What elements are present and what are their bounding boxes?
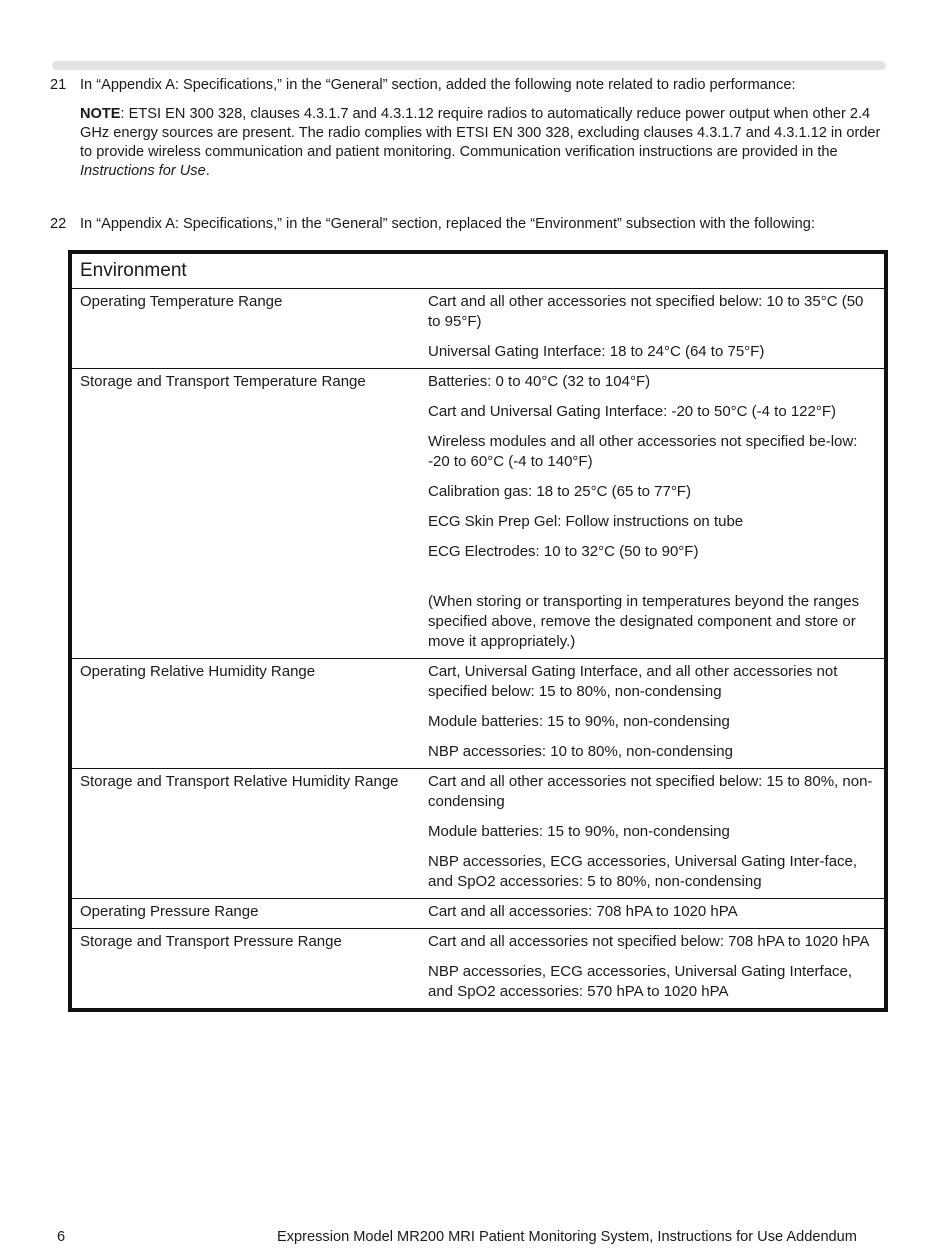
row-label: Operating Relative Humidity Range xyxy=(70,659,428,769)
item-text: In “Appendix A: Specifications,” in the “General” section, added the following note related to radio performance: xyxy=(80,77,796,93)
row-values xyxy=(428,929,886,1011)
row-label: Storage and Transport Pressure Range xyxy=(70,929,428,1011)
note-label: NOTE xyxy=(80,106,121,122)
table-row xyxy=(70,659,886,769)
row-value: Cart and all accessories not specified below: 708 hPA to 1020 hPA xyxy=(428,933,870,950)
row-value: NBP accessories: 10 to 80%, non-condensing xyxy=(428,743,733,760)
table-row xyxy=(70,899,886,929)
page-number: 6 xyxy=(57,1229,66,1245)
environment-table xyxy=(68,250,888,1012)
row-value: ECG Skin Prep Gel: Follow instructions on tube xyxy=(428,513,744,530)
row-value: Wireless modules and all other accessories not specified be-low: -20 to 60°C (-4 to 140°F) xyxy=(428,433,858,470)
row-values xyxy=(428,769,886,899)
item-number: 21 xyxy=(50,77,67,93)
row-value: ECG Electrodes: 10 to 32°C (50 to 90°F) xyxy=(428,543,699,560)
row-value: Cart and all other accessories not specified below: 15 to 80%, non-condensing xyxy=(428,773,873,810)
row-value: Cart and Universal Gating Interface: -20 to 50°C (-4 to 122°F) xyxy=(428,403,837,420)
row-label: Operating Pressure Range xyxy=(70,899,428,929)
row-value: Calibration gas: 18 to 25°C (65 to 77°F) xyxy=(428,483,691,500)
row-label: Storage and Transport Temperature Range xyxy=(70,369,428,659)
row-value: Cart, Universal Gating Interface, and all other accessories not specified below: 15 to 80%, non-condensing xyxy=(428,663,838,700)
note-text: : ETSI EN 300 328, clauses 4.3.1.7 and 4.3.1.12 require radios to automatically reduce power output when other 2.4 GHz energy sources are present. The radio complies with ETSI EN 300 328, excluding clauses 4.3.1.7 and 4.3.1.12 in order to provide wireless communication and patient monitoring. Communication verification instructions are provided in the xyxy=(80,106,881,160)
header-rule xyxy=(52,61,886,70)
row-value: Module batteries: 15 to 90%, non-condensing xyxy=(428,713,730,730)
row-value: Batteries: 0 to 40°C (32 to 104°F) xyxy=(428,373,651,390)
item-number: 22 xyxy=(50,216,67,232)
row-label: Storage and Transport Relative Humidity Range xyxy=(70,769,428,899)
note-end: . xyxy=(205,163,210,179)
row-label: Operating Temperature Range xyxy=(70,289,428,369)
row-value: Cart and all other accessories not specified below: 10 to 35°C (50 to 95°F) xyxy=(428,293,864,330)
row-values xyxy=(428,289,886,369)
footer-doc-title: Expression Model MR200 MRI Patient Monitoring System, Instructions for Use Addendum xyxy=(277,1229,857,1245)
table-row xyxy=(70,289,886,369)
item-22 xyxy=(50,215,890,234)
row-values xyxy=(428,899,886,929)
row-value: (When storing or transporting in temperatures beyond the ranges specified above, remove the designated component and store or move it appropriately.) xyxy=(428,593,860,650)
note-block xyxy=(80,105,890,181)
table-heading: Environment xyxy=(70,252,886,289)
item-text: In “Appendix A: Specifications,” in the “General” section, replaced the “Environment” subsection with the following: xyxy=(80,216,815,232)
row-value: NBP accessories, ECG accessories, Universal Gating Interface, and SpO2 accessories: 570 hPA to 1020 hPA xyxy=(428,963,853,1000)
row-value: NBP accessories, ECG accessories, Universal Gating Inter-face, and SpO2 accessories: 5 to 80%, non-condensing xyxy=(428,853,858,890)
row-values xyxy=(428,659,886,769)
table-row xyxy=(70,769,886,899)
note-italic-ref: Instructions for Use xyxy=(80,163,206,179)
item-21 xyxy=(50,76,890,181)
table-row xyxy=(70,369,886,659)
table-row xyxy=(70,929,886,1011)
row-value: Module batteries: 15 to 90%, non-condensing xyxy=(428,823,730,840)
row-value: Cart and all accessories: 708 hPA to 1020 hPA xyxy=(428,903,738,920)
row-value: Universal Gating Interface: 18 to 24°C (64 to 75°F) xyxy=(428,343,765,360)
row-values xyxy=(428,369,886,659)
